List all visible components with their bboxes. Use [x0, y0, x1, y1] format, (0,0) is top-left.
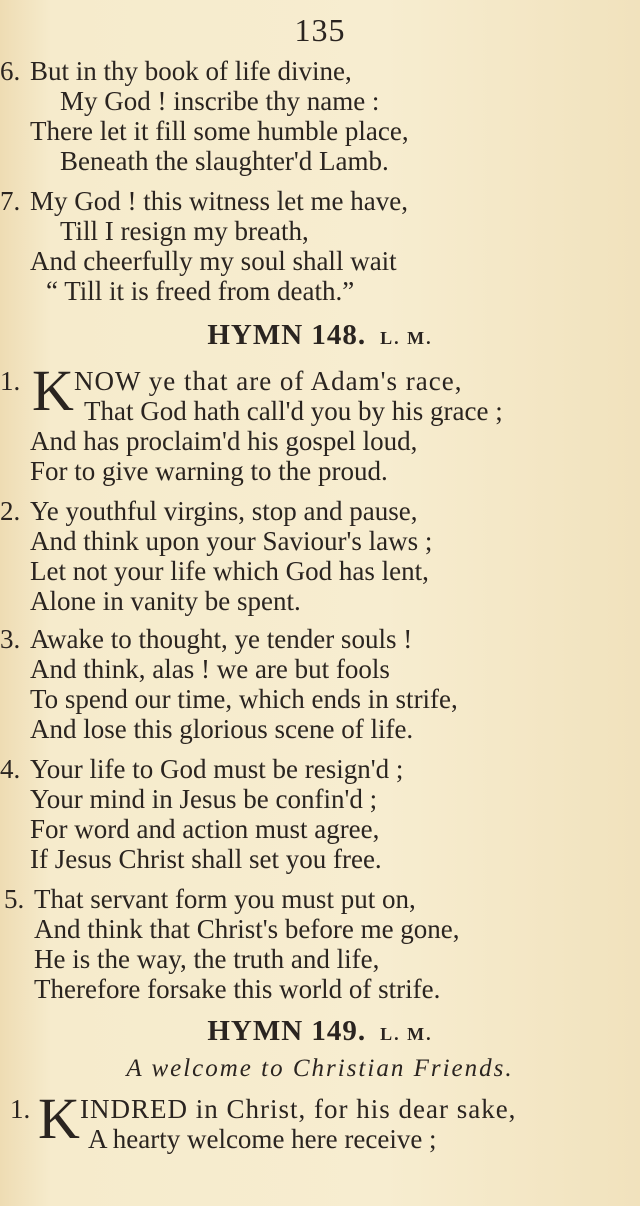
verse-line: Beneath the slaughter'd Lamb.	[60, 146, 389, 176]
verse-line: Alone in vanity be spent.	[30, 586, 301, 616]
verse-line: And cheerfully my soul shall wait	[30, 246, 397, 276]
verse-line: Your mind in Jesus be confin'd ;	[30, 784, 378, 814]
verse-number: 7.	[0, 186, 21, 216]
verse-line: There let it fill some humble place,	[30, 116, 409, 146]
page-number: 135	[294, 12, 346, 48]
hymn-heading	[0, 318, 640, 355]
verse-number: 6.	[0, 56, 21, 86]
hymn-meter: L. M.	[380, 328, 433, 348]
hymn-title: HYMN 149.	[207, 1015, 367, 1047]
verse-line: And think, alas ! we are but fools	[30, 654, 390, 684]
hymn-title: HYMN 148.	[207, 319, 367, 351]
verse-line: And think upon your Saviour's laws ;	[30, 526, 433, 556]
verse-line: If Jesus Christ shall set you free.	[30, 844, 382, 874]
hymn-meter: L. M.	[380, 1024, 433, 1044]
verse-line: That servant form you must put on,	[34, 884, 416, 914]
verse-line: And lose this glorious scene of life.	[30, 714, 414, 744]
verse-line: For to give warning to the proud.	[30, 456, 388, 486]
verse-line: Awake to thought, ye tender souls !	[30, 624, 413, 654]
verse-line: Till I resign my breath,	[60, 216, 309, 246]
verse-line: And has proclaim'd his gospel loud,	[30, 426, 418, 456]
verse-number: 2.	[0, 496, 21, 526]
verse-line: He is the way, the truth and life,	[34, 944, 380, 974]
hymn-heading	[0, 1014, 640, 1051]
verse-line: For word and action must agree,	[30, 814, 380, 844]
verse-line: That God hath call'd you by his grace ;	[84, 396, 503, 426]
drop-cap: K	[32, 358, 74, 423]
verse-line: “ Till it is freed from death.”	[46, 276, 355, 306]
verse-number: 1.	[10, 1094, 31, 1124]
verse-line: But in thy book of life divine,	[30, 56, 352, 86]
verse-number: 3.	[0, 624, 21, 654]
verse-line: INDRED in Christ, for his dear sake,	[80, 1094, 517, 1124]
verse-line: To spend our time, which ends in strife,	[30, 684, 458, 714]
hymn-subtitle: A welcome to Christian Friends.	[126, 1055, 514, 1082]
verse-line: Your life to God must be resign'd ;	[30, 754, 404, 784]
verse-line: My God ! inscribe thy name :	[60, 86, 380, 116]
verse-line: A hearty welcome here receive ;	[88, 1124, 437, 1154]
verse-number: 4.	[0, 754, 21, 784]
verse-line: Let not your life which God has lent,	[30, 556, 429, 586]
verse-line: Therefore forsake this world of strife.	[34, 974, 441, 1004]
verse-number: 5.	[4, 884, 25, 914]
verse-line: And think that Christ's before me gone,	[34, 914, 460, 944]
verse-number: 1.	[0, 366, 21, 396]
verse-line: Ye youthful virgins, stop and pause,	[30, 496, 418, 526]
drop-cap: K	[38, 1086, 80, 1151]
verse-line: NOW ye that are of Adam's race,	[74, 366, 463, 396]
verse-line: My God ! this witness let me have,	[30, 186, 408, 216]
